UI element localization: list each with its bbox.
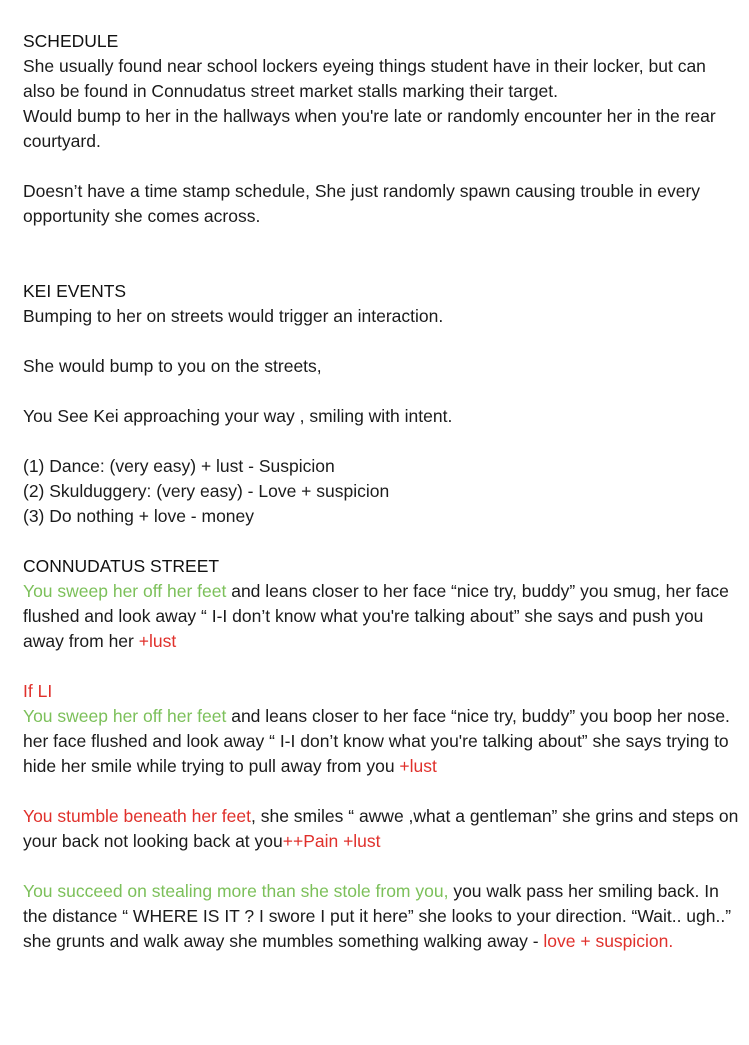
schedule-heading: SCHEDULE xyxy=(23,31,119,51)
if-li-label: If LI xyxy=(23,681,53,701)
schedule-paragraph-2: Would bump to her in the hallways when you're late or randomly encounter her in the rear courtyard. xyxy=(23,106,716,151)
connudatus-street-heading: CONNUDATUS STREET xyxy=(23,556,220,576)
outcome-text: and leans closer to her face “nice try, buddy” you smug, her face flushed and look away “ I-I don’t know what you're talking about” she says and push you away from her xyxy=(23,581,729,651)
kei-events-line-1: Bumping to her on streets would trigger an interaction. xyxy=(23,306,444,326)
stat-effect: +lust xyxy=(138,631,177,651)
outcome-text: and leans closer to her face “nice try, buddy” you boop her nose. her face flushed and look away “ I-I don’t know what you're talking about” she says trying to hide her smile while trying to pull away from you xyxy=(23,706,730,776)
success-phrase: You succeed on stealing more than she stole from you, xyxy=(23,881,449,901)
kei-events-heading: KEI EVENTS xyxy=(23,281,127,301)
success-phrase: You sweep her off her feet xyxy=(23,581,227,601)
document-body xyxy=(23,29,739,954)
street-outcome-skulduggery xyxy=(23,879,739,954)
schedule-paragraph-1: She usually found near school lockers eyeing things student have in their locker, but can also be found in Connudatus street market stalls marking their target. xyxy=(23,56,706,101)
option-dance: (1) Dance: (very easy) + lust - Suspicion xyxy=(23,456,335,476)
kei-events-line-2: She would bump to you on the streets, xyxy=(23,356,322,376)
schedule-paragraph-3: Doesn’t have a time stamp schedule, She just randomly spawn causing trouble in every opportunity she comes across. xyxy=(23,181,701,226)
street-outcome-dance-li xyxy=(23,704,739,779)
stat-effect: +lust xyxy=(399,756,437,776)
stat-effect: ++Pain +lust xyxy=(282,831,381,851)
street-outcome-dance-fail xyxy=(23,804,739,854)
stat-effect: love + suspicion. xyxy=(543,931,674,951)
success-phrase: You sweep her off her feet xyxy=(23,706,227,726)
option-skulduggery: (2) Skulduggery: (very easy) - Love + suspicion xyxy=(23,481,390,501)
option-do-nothing: (3) Do nothing + love - money xyxy=(23,506,255,526)
street-outcome-dance xyxy=(23,579,739,654)
outcome-text: you walk pass her smiling back. In the distance “ WHERE IS IT ? I swore I put it here” she looks to your direction. “Wait.. ugh..” she grunts and walk away she mumbles something walking away - xyxy=(23,881,732,951)
outcome-text: , she smiles “ awwe ,what a gentleman” she grins and steps on your back not looking back at you xyxy=(23,806,739,851)
fail-phrase: You stumble beneath her feet xyxy=(23,806,251,826)
kei-events-line-3: You See Kei approaching your way , smiling with intent. xyxy=(23,406,453,426)
